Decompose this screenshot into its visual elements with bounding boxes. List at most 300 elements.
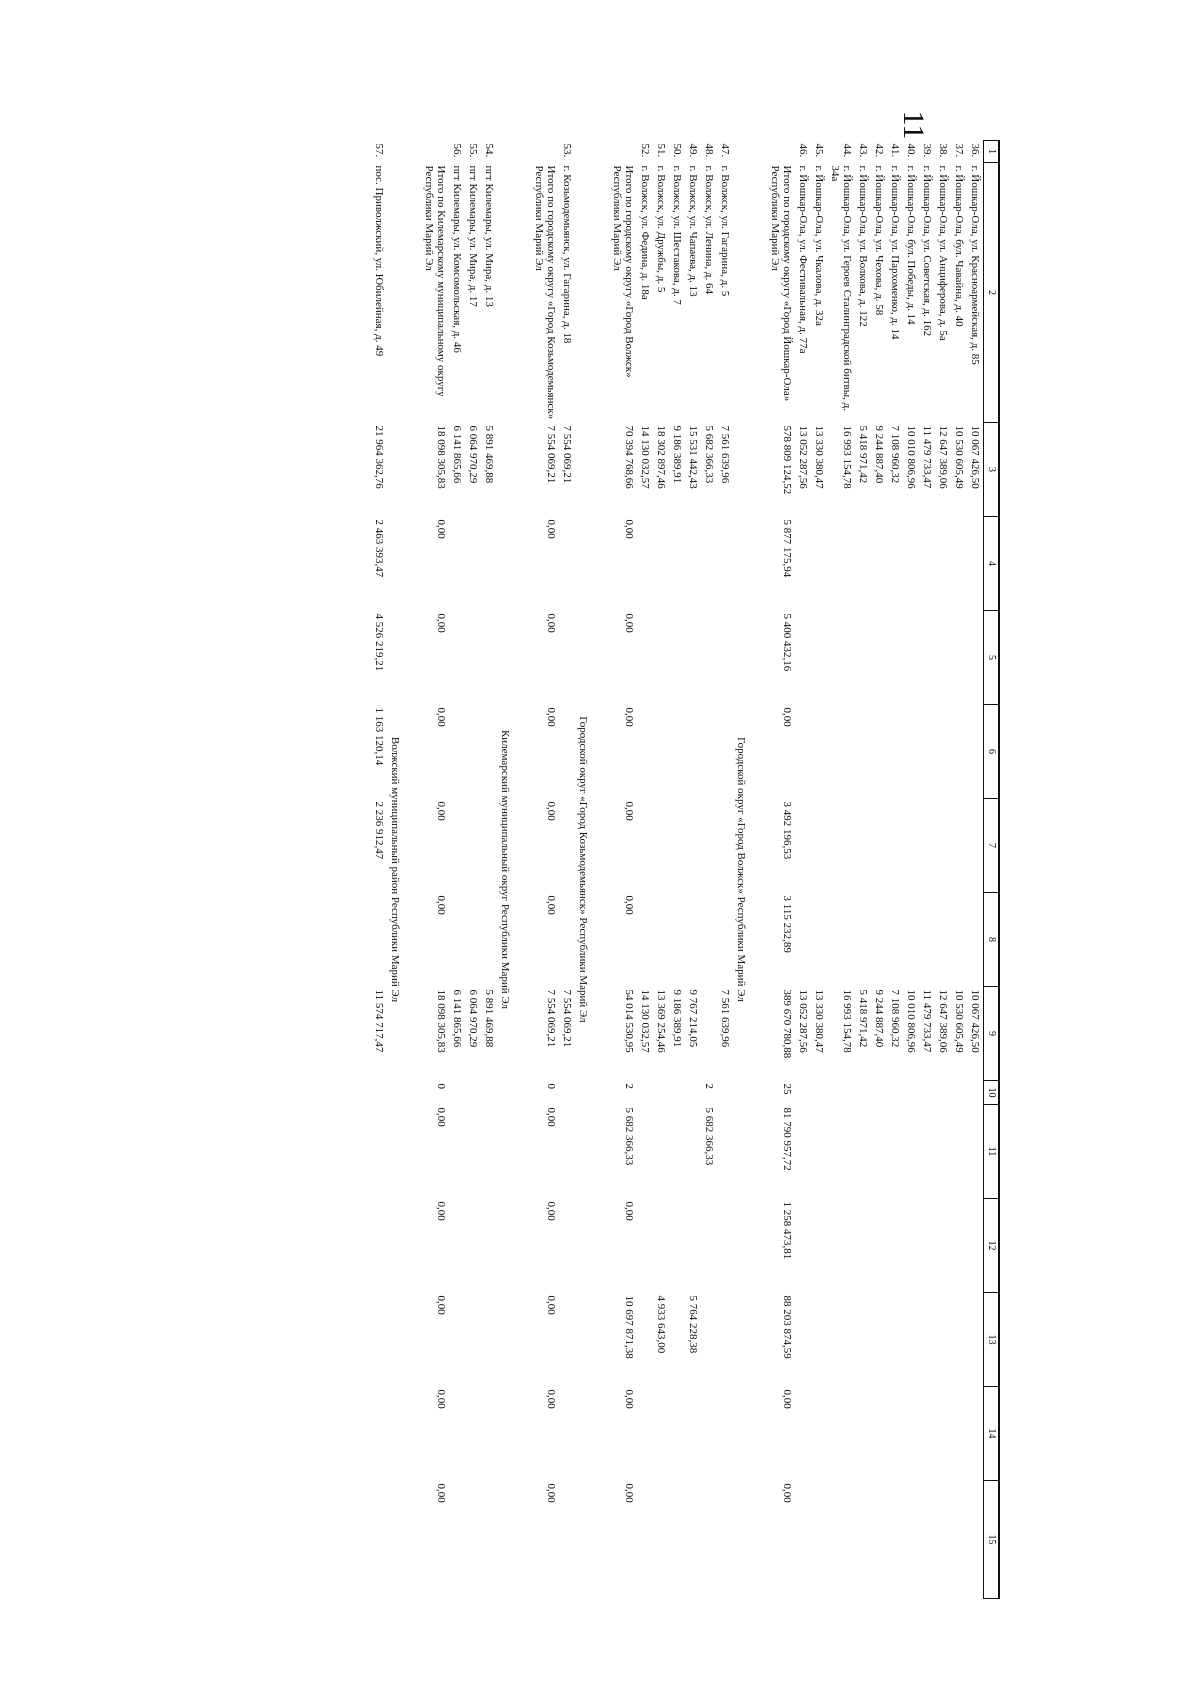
spacer-cell xyxy=(403,141,421,1599)
column-header-8: 8 xyxy=(984,893,1000,987)
value-cell-c13: 88 203 874,59 xyxy=(781,1295,793,1359)
value-cell-c4 xyxy=(887,517,903,611)
value-cell-c10 xyxy=(637,1081,653,1105)
column-header-10: 10 xyxy=(984,1081,1000,1105)
section-heading xyxy=(733,141,749,1599)
address-cell: г. Йошкар-Ола, ул. Анциферова, д. 5а xyxy=(937,165,949,341)
row-number: 56. xyxy=(451,143,463,158)
value-cell-c14 xyxy=(371,1387,387,1481)
value-cell-c15 xyxy=(855,1481,871,1599)
total-row xyxy=(767,141,795,1599)
value-cell-c7 xyxy=(871,799,887,893)
value-cell-c15 xyxy=(449,1481,465,1599)
value-cell-c15 xyxy=(871,1481,887,1599)
table-row xyxy=(871,141,887,1599)
page-number: 11 xyxy=(897,110,930,140)
value-cell-c14 xyxy=(701,1387,717,1481)
address-cell: г. Йошкар-Ола, ул. Героев Сталинградской битвы, д. 34а xyxy=(829,165,853,411)
value-cell-c15 xyxy=(481,1481,497,1599)
value-cell-c4: 0,00 xyxy=(545,519,557,539)
table-row xyxy=(855,141,871,1599)
value-cell-c13 xyxy=(559,1293,575,1387)
value-cell-c12 xyxy=(685,1199,701,1293)
value-cell-c7 xyxy=(559,799,575,893)
value-cell-c12 xyxy=(919,1199,935,1293)
value-cell-c7: 0,00 xyxy=(435,801,447,821)
value-cell-c8 xyxy=(919,893,935,987)
address-cell: г. Волжск, ул. Федина, д. 18а xyxy=(639,165,651,300)
value-cell-c6 xyxy=(919,705,935,799)
row-number: 43. xyxy=(857,143,869,158)
section-title: Килемарский муниципальный округ Республики Марий Эл xyxy=(499,729,511,1010)
value-cell-c9: 11 574 717,47 xyxy=(373,989,385,1053)
value-cell-c13 xyxy=(919,1293,935,1387)
address-cell: г. Волжск, ул. Гагарина, д. 5 xyxy=(719,165,731,297)
value-cell-c7 xyxy=(481,799,497,893)
value-cell-c8: 0,00 xyxy=(435,895,447,915)
value-cell-c11: 81 790 957,72 xyxy=(781,1107,793,1171)
value-cell-c15 xyxy=(795,1481,811,1599)
row-number: 50. xyxy=(671,143,683,158)
spacer-cell xyxy=(749,141,767,1599)
value-cell-c14 xyxy=(717,1387,733,1481)
value-cell-c3: 7 554 069,21 xyxy=(545,425,557,484)
value-cell-c6 xyxy=(653,705,669,799)
row-number: 51. xyxy=(655,143,667,158)
value-cell-c6 xyxy=(827,705,855,799)
value-cell-c10 xyxy=(951,1081,967,1105)
value-cell-c7: 0,00 xyxy=(623,801,635,821)
section-spacer xyxy=(513,141,531,1599)
value-cell-c13 xyxy=(903,1293,919,1387)
value-cell-c4 xyxy=(935,517,951,611)
value-cell-c8 xyxy=(717,893,733,987)
address-cell: Итого по Килемарскому муниципальному округу Республики Марий Эл xyxy=(423,165,447,397)
value-cell-c12 xyxy=(717,1199,733,1293)
value-cell-c11 xyxy=(653,1105,669,1199)
value-cell-c10: 2 xyxy=(703,1083,715,1089)
value-cell-c8 xyxy=(951,893,967,987)
value-cell-c14 xyxy=(481,1387,497,1481)
value-cell-c14 xyxy=(855,1387,871,1481)
value-cell-c15 xyxy=(669,1481,685,1599)
value-cell-c4: 2 463 393,47 xyxy=(373,519,385,578)
value-cell-c10 xyxy=(449,1081,465,1105)
value-cell-c7 xyxy=(855,799,871,893)
value-cell-c4 xyxy=(559,517,575,611)
value-cell-c6 xyxy=(967,705,984,799)
value-cell-c7 xyxy=(465,799,481,893)
value-cell-c6 xyxy=(717,705,733,799)
section-title: Волжский муниципальный район Республики Марий Эл xyxy=(389,736,401,1003)
value-cell-c5: 4 526 219,21 xyxy=(373,613,385,672)
value-cell-c10 xyxy=(935,1081,951,1105)
value-cell-c5 xyxy=(637,611,653,705)
value-cell-c4 xyxy=(871,517,887,611)
value-cell-c5 xyxy=(685,611,701,705)
value-cell-c5 xyxy=(935,611,951,705)
value-cell-c7 xyxy=(669,799,685,893)
value-cell-c9: 6 141 865,66 xyxy=(451,989,463,1048)
value-cell-c8: 0,00 xyxy=(623,895,635,915)
address-cell: г. Йошкар-Ола, бул. Чавайна, д. 40 xyxy=(953,165,965,327)
address-cell: г. Йошкар-Ола, ул. Чехова, д. 58 xyxy=(873,165,885,316)
column-number-header xyxy=(984,141,1000,1599)
table-row xyxy=(919,141,935,1599)
value-cell-c14 xyxy=(811,1387,827,1481)
value-cell-c11: 0,00 xyxy=(545,1107,557,1127)
address-cell: г. Йошкар-Ола, ул. Красноармейская, д. 85 xyxy=(969,165,981,365)
value-cell-c9: 10 010 806,96 xyxy=(905,989,917,1053)
value-cell-c4 xyxy=(919,517,935,611)
value-cell-c13: 5 764 228,38 xyxy=(687,1295,699,1354)
value-cell-c10 xyxy=(887,1081,903,1105)
value-cell-c9 xyxy=(701,987,717,1081)
value-cell-c11 xyxy=(967,1105,984,1199)
row-number: 38. xyxy=(937,143,949,158)
section-spacer xyxy=(749,141,767,1599)
value-cell-c12: 1 258 473,81 xyxy=(781,1201,793,1260)
value-cell-c5 xyxy=(653,611,669,705)
value-cell-c7 xyxy=(449,799,465,893)
value-cell-c4 xyxy=(685,517,701,611)
value-cell-c8 xyxy=(701,893,717,987)
value-cell-c3: 578 809 124,52 xyxy=(781,425,793,495)
value-cell-c12 xyxy=(653,1199,669,1293)
value-cell-c4 xyxy=(669,517,685,611)
row-number: 46. xyxy=(797,143,809,158)
value-cell-c13 xyxy=(951,1293,967,1387)
table-row xyxy=(717,141,733,1599)
value-cell-c14 xyxy=(685,1387,701,1481)
value-cell-c10 xyxy=(669,1081,685,1105)
value-cell-c12 xyxy=(871,1199,887,1293)
value-cell-c3: 13 330 380,47 xyxy=(813,425,825,489)
value-cell-c6 xyxy=(701,705,717,799)
value-cell-c8 xyxy=(371,893,387,987)
value-cell-c10 xyxy=(903,1081,919,1105)
value-cell-c3: 10 067 426,50 xyxy=(969,425,981,489)
table-row xyxy=(481,141,497,1599)
column-header-3: 3 xyxy=(984,423,1000,517)
value-cell-c15 xyxy=(653,1481,669,1599)
column-header-5: 5 xyxy=(984,611,1000,705)
value-cell-c10 xyxy=(855,1081,871,1105)
row-number: 44. xyxy=(841,143,853,158)
row-number: 47. xyxy=(719,143,731,158)
value-cell-c5: 0,00 xyxy=(545,613,557,633)
value-cell-c7 xyxy=(637,799,653,893)
value-cell-c3: 16 993 154,78 xyxy=(841,425,853,489)
value-cell-c11 xyxy=(903,1105,919,1199)
value-cell-c7: 2 236 912,47 xyxy=(373,801,385,860)
value-cell-c13 xyxy=(717,1293,733,1387)
value-cell-c3: 70 394 768,66 xyxy=(623,425,635,489)
row-number xyxy=(421,141,449,163)
value-cell-c8 xyxy=(795,893,811,987)
value-cell-c5 xyxy=(967,611,984,705)
value-cell-c9: 9 244 887,40 xyxy=(873,989,885,1048)
section-heading xyxy=(387,141,403,1599)
table-row xyxy=(449,141,465,1599)
address-cell: г. Волжск, ул. Дружбы, д. 5 xyxy=(655,165,667,293)
value-cell-c4 xyxy=(951,517,967,611)
value-cell-c12 xyxy=(827,1199,855,1293)
value-cell-c10 xyxy=(919,1081,935,1105)
value-cell-c7 xyxy=(701,799,717,893)
value-cell-c14: 0,00 xyxy=(623,1389,635,1409)
value-cell-c11 xyxy=(951,1105,967,1199)
table-row xyxy=(811,141,827,1599)
value-cell-c6 xyxy=(559,705,575,799)
address-cell: г. Йошкар-Ола, бул. Победы, д. 14 xyxy=(905,165,917,325)
value-cell-c7 xyxy=(685,799,701,893)
value-cell-c6 xyxy=(465,705,481,799)
value-cell-c11 xyxy=(811,1105,827,1199)
value-cell-c5 xyxy=(827,611,855,705)
value-cell-c8 xyxy=(559,893,575,987)
value-cell-c9: 13 369 254,46 xyxy=(655,989,667,1053)
value-cell-c15: 0,00 xyxy=(623,1483,635,1503)
value-cell-c15: 0,00 xyxy=(781,1483,793,1503)
value-cell-c15 xyxy=(465,1481,481,1599)
value-cell-c6: 0,00 xyxy=(435,707,447,727)
address-cell: г. Волжск, ул. Шестакова, д. 7 xyxy=(671,165,683,305)
value-cell-c3: 10 530 605,49 xyxy=(953,425,965,489)
value-cell-c8 xyxy=(855,893,871,987)
value-cell-c3: 7 561 639,96 xyxy=(719,425,731,484)
value-cell-c10: 2 xyxy=(623,1083,635,1089)
value-cell-c6 xyxy=(951,705,967,799)
value-cell-c14 xyxy=(669,1387,685,1481)
value-cell-c10 xyxy=(871,1081,887,1105)
value-cell-c6 xyxy=(481,705,497,799)
value-cell-c3: 9 186 389,91 xyxy=(671,425,683,484)
address-cell: г. Козьмодемьянск, ул. Гагарина, д. 18 xyxy=(561,165,573,344)
value-cell-c12 xyxy=(855,1199,871,1293)
value-cell-c5 xyxy=(465,611,481,705)
value-cell-c9: 10 067 426,50 xyxy=(969,989,981,1053)
value-cell-c15 xyxy=(903,1481,919,1599)
column-header-7: 7 xyxy=(984,799,1000,893)
value-cell-c12: 0,00 xyxy=(435,1201,447,1221)
value-cell-c15: 0,00 xyxy=(435,1483,447,1503)
value-cell-c15 xyxy=(371,1481,387,1599)
address-cell: Итого по городскому округу «Город Козьмодемьянск» Республики Марий Эл xyxy=(533,165,557,420)
table-row xyxy=(951,141,967,1599)
value-cell-c7 xyxy=(887,799,903,893)
row-number: 45. xyxy=(813,143,825,158)
value-cell-c11 xyxy=(717,1105,733,1199)
value-cell-c11 xyxy=(449,1105,465,1199)
value-cell-c13 xyxy=(871,1293,887,1387)
value-cell-c10: 25 xyxy=(781,1083,793,1095)
value-cell-c14 xyxy=(871,1387,887,1481)
value-cell-c14 xyxy=(935,1387,951,1481)
value-cell-c6 xyxy=(887,705,903,799)
value-cell-c4 xyxy=(449,517,465,611)
value-cell-c5 xyxy=(669,611,685,705)
row-number: 48. xyxy=(703,143,715,158)
value-cell-c3: 5 682 366,33 xyxy=(703,425,715,484)
value-cell-c12 xyxy=(465,1199,481,1293)
value-cell-c9: 7 561 639,96 xyxy=(719,989,731,1048)
value-cell-c5 xyxy=(951,611,967,705)
value-cell-c6 xyxy=(855,705,871,799)
value-cell-c12 xyxy=(481,1199,497,1293)
value-cell-c14 xyxy=(449,1387,465,1481)
value-cell-c9: 7 108 960,32 xyxy=(889,989,901,1048)
table-row xyxy=(669,141,685,1599)
column-header-12: 12 xyxy=(984,1199,1000,1293)
value-cell-c8 xyxy=(887,893,903,987)
value-cell-c6: 1 163 120,14 xyxy=(373,707,385,766)
column-header-4: 4 xyxy=(984,517,1000,611)
value-cell-c9: 54 014 530,95 xyxy=(623,989,635,1053)
value-cell-c5 xyxy=(903,611,919,705)
value-cell-c9: 7 554 069,21 xyxy=(545,989,557,1048)
value-cell-c4 xyxy=(855,517,871,611)
value-cell-c6 xyxy=(811,705,827,799)
value-cell-c9: 9 186 389,91 xyxy=(671,989,683,1048)
value-cell-c8 xyxy=(481,893,497,987)
value-cell-c13 xyxy=(465,1293,481,1387)
value-cell-c10 xyxy=(795,1081,811,1105)
value-cell-c4 xyxy=(637,517,653,611)
value-cell-c15 xyxy=(827,1481,855,1599)
value-cell-c7 xyxy=(919,799,935,893)
value-cell-c12 xyxy=(371,1199,387,1293)
row-number: 36. xyxy=(969,143,981,158)
table-row xyxy=(559,141,575,1599)
value-cell-c4 xyxy=(903,517,919,611)
value-cell-c9: 6 064 970,29 xyxy=(467,989,479,1048)
value-cell-c13 xyxy=(811,1293,827,1387)
value-cell-c4 xyxy=(811,517,827,611)
row-number: 40. xyxy=(905,143,917,158)
value-cell-c8 xyxy=(669,893,685,987)
value-cell-c8 xyxy=(935,893,951,987)
value-cell-c5 xyxy=(919,611,935,705)
table-row xyxy=(653,141,669,1599)
value-cell-c14: 0,00 xyxy=(545,1389,557,1409)
value-cell-c15 xyxy=(685,1481,701,1599)
row-number xyxy=(609,141,637,163)
value-cell-c13: 0,00 xyxy=(545,1295,557,1315)
address-cell: г. Волжск, ул. Ленина, д. 64 xyxy=(703,165,715,294)
value-cell-c5 xyxy=(811,611,827,705)
value-cell-c6: 0,00 xyxy=(623,707,635,727)
value-cell-c10 xyxy=(717,1081,733,1105)
value-cell-c13 xyxy=(967,1293,984,1387)
address-cell: Итого по городскому округу «Город Волжск» Республики Марий Эл xyxy=(611,165,635,378)
table-row xyxy=(827,141,855,1599)
value-cell-c11 xyxy=(887,1105,903,1199)
value-cell-c14 xyxy=(559,1387,575,1481)
value-cell-c11: 5 682 366,33 xyxy=(703,1107,715,1166)
value-cell-c7 xyxy=(653,799,669,893)
value-cell-c11: 5 682 366,33 xyxy=(623,1107,635,1166)
value-cell-c7 xyxy=(951,799,967,893)
value-cell-c11 xyxy=(637,1105,653,1199)
value-cell-c12 xyxy=(449,1199,465,1293)
value-cell-c11 xyxy=(559,1105,575,1199)
value-cell-c8 xyxy=(653,893,669,987)
value-cell-c5: 0,00 xyxy=(623,613,635,633)
value-cell-c13 xyxy=(935,1293,951,1387)
value-cell-c12 xyxy=(967,1199,984,1293)
value-cell-c4 xyxy=(481,517,497,611)
column-header-14: 14 xyxy=(984,1387,1000,1481)
column-header-13: 13 xyxy=(984,1293,1000,1387)
row-number xyxy=(767,141,795,163)
value-cell-c15 xyxy=(919,1481,935,1599)
row-number xyxy=(531,141,559,163)
value-cell-c5 xyxy=(871,611,887,705)
value-cell-c12: 0,00 xyxy=(623,1201,635,1221)
value-cell-c5 xyxy=(795,611,811,705)
value-cell-c5 xyxy=(855,611,871,705)
value-cell-c11 xyxy=(919,1105,935,1199)
value-cell-c10 xyxy=(371,1081,387,1105)
value-cell-c13 xyxy=(371,1293,387,1387)
value-cell-c10 xyxy=(559,1081,575,1105)
value-cell-c10 xyxy=(685,1081,701,1105)
value-cell-c13 xyxy=(701,1293,717,1387)
value-cell-c10 xyxy=(481,1081,497,1105)
value-cell-c12: 0,00 xyxy=(545,1201,557,1221)
address-cell: пос. Приволжский, ул. Юбилейная, д. 49 xyxy=(373,165,385,357)
value-cell-c6 xyxy=(637,705,653,799)
value-cell-c3: 6 141 865,66 xyxy=(451,425,463,484)
value-cell-c10 xyxy=(811,1081,827,1105)
value-cell-c4 xyxy=(827,517,855,611)
value-cell-c12 xyxy=(669,1199,685,1293)
value-cell-c13 xyxy=(827,1293,855,1387)
value-cell-c15 xyxy=(559,1481,575,1599)
value-cell-c9: 12 647 389,06 xyxy=(937,989,949,1053)
table-row xyxy=(637,141,653,1599)
value-cell-c14 xyxy=(653,1387,669,1481)
value-cell-c15 xyxy=(935,1481,951,1599)
value-cell-c4 xyxy=(465,517,481,611)
value-cell-c14 xyxy=(637,1387,653,1481)
value-cell-c7 xyxy=(903,799,919,893)
value-cell-c10 xyxy=(967,1081,984,1105)
value-cell-c3: 11 479 733,47 xyxy=(921,425,933,489)
value-cell-c11 xyxy=(371,1105,387,1199)
value-cell-c3: 7 554 069,21 xyxy=(561,425,573,484)
row-number: 57. xyxy=(373,143,385,158)
value-cell-c9: 7 554 069,21 xyxy=(561,989,573,1048)
value-cell-c13: 4 933 643,00 xyxy=(655,1295,667,1354)
value-cell-c7 xyxy=(935,799,951,893)
value-cell-c14 xyxy=(887,1387,903,1481)
value-cell-c3: 10 010 806,96 xyxy=(905,425,917,489)
value-cell-c6 xyxy=(935,705,951,799)
value-cell-c14 xyxy=(919,1387,935,1481)
column-header-1: 1 xyxy=(984,141,1000,163)
value-cell-c7: 0,00 xyxy=(545,801,557,821)
table-row xyxy=(903,141,919,1599)
column-header-11: 11 xyxy=(984,1105,1000,1199)
registry-table xyxy=(371,140,1000,1599)
address-cell: г. Йошкар-Ола, ул. Пархоменко, д. 14 xyxy=(889,165,901,340)
value-cell-c13: 0,00 xyxy=(435,1295,447,1315)
value-cell-c5 xyxy=(559,611,575,705)
value-cell-c9: 389 670 780,88 xyxy=(781,989,793,1059)
table-row xyxy=(465,141,481,1599)
